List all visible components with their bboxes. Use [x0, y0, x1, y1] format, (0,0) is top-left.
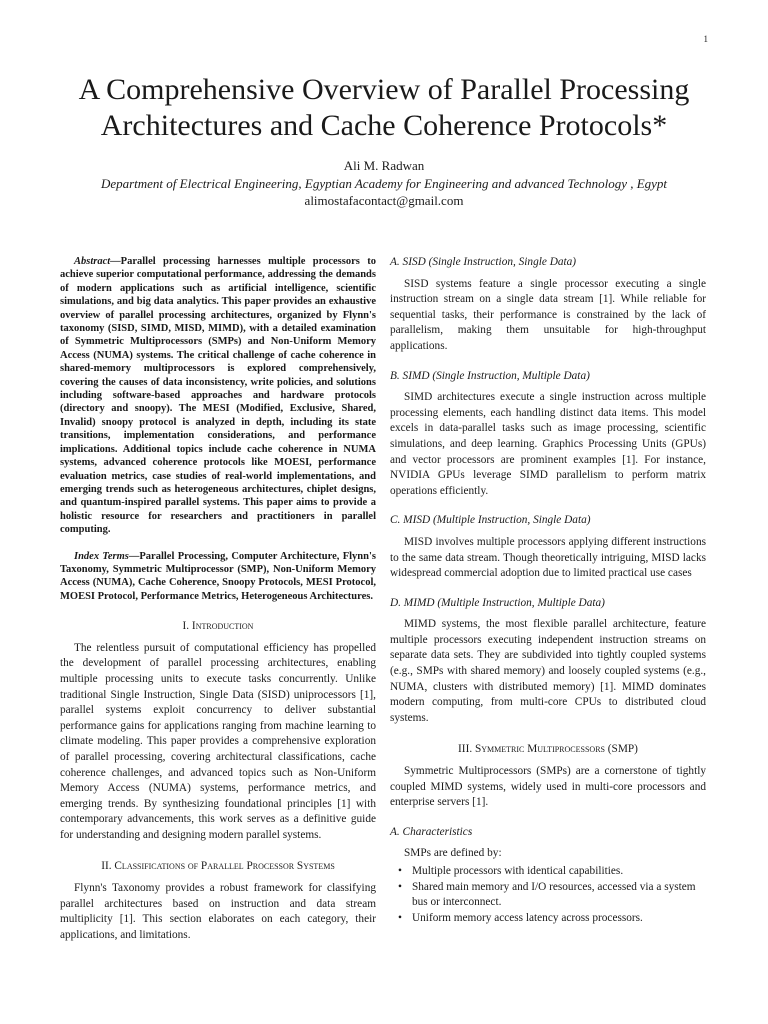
page-number: 1 [703, 34, 708, 44]
author-email: alimostafacontact@gmail.com [304, 193, 464, 208]
left-column [60, 255, 376, 943]
list-item: • Uniform memory access latency across processors. [412, 911, 706, 927]
paper-title [40, 72, 728, 144]
index-terms-label: Index Terms [74, 550, 129, 562]
author-affiliation: Department of Electrical Engineering, Egyptian Academy for Engineering and advanced Technology , Egypt [100, 176, 668, 191]
index-terms [60, 550, 376, 604]
subsection-heading-mimd: D. MIMD (Multiple Instruction, Multiple Data) [390, 596, 605, 609]
abstract-label: Abstract [74, 256, 111, 267]
subsection-heading-simd: B. SIMD (Single Instruction, Multiple Data) [390, 369, 590, 382]
simd-paragraph: SIMD architectures execute a single instruction across multiple processing elements, each handling distinct data items. This model excels in data-parallel tasks such as image processing, scientific simulations, and deep learning. Graphics Processing Units (GPUs) and vector processors are prominent examples [1]. For instance, NVIDIA GPUs leverage SIMD parallelism to perform matrix operations efficiently. [390, 391, 706, 497]
subsection-heading-misd: C. MISD (Multiple Instruction, Single Data) [390, 514, 591, 527]
characteristics-list [390, 864, 706, 926]
subsection-heading-characteristics: A. Characteristics [390, 825, 473, 838]
abstract-text: —Parallel processing harnesses multiple processors to achieve superior computational performance, addressing the demands of modern applications such as artificial intelligence, scientific simulations, and big data analytics. This paper provides an exhaustive overview of parallel processing architectures, organized by Flynn's taxonomy (SISD, SIMD, MISD, MIMD), with a detailed examination of Symmetric Multiprocessors (SMPs) and Non-Uniform Memory Access (NUMA) systems. The critical challenge of cache coherence in shared-memory multiprocessors is explored comprehensively, covering the causes of data inconsistency, write policies, and solutions including software-based approaches and hardware protocols (directory and snoopy). The MESI (Modified, Exclusive, Shared, Invalid) snoopy protocol is analyzed in depth, including its state transitions, implementation considerations, and performance implications. Additional topics include cache coherence in NUMA systems, advanced coherence protocols like MOESI, performance evaluation metrics, case studies of real-world implementations, and emerging trends such as heterogeneous architectures, chiplet designs, and quantum-inspired parallel systems. This paper aims to provide a holistic resource for researchers and practitioners in parallel computing. [60, 256, 376, 536]
list-item: • Multiple processors with identical capabilities. [412, 864, 706, 880]
misd-paragraph: MISD involves multiple processors applying different instructions to the same data stream. Though theoretically intriguing, MISD lacks widespread commercial adoption due to limited practical use cases [390, 535, 706, 580]
title-line-1: A Comprehensive Overview of Parallel Processing [78, 73, 690, 106]
list-item: • Shared main memory and I/O resources, accessed via a system bus or interconnect. [412, 880, 706, 911]
subsection-heading-sisd: A. SISD (Single Instruction, Single Data) [390, 256, 577, 268]
sisd-paragraph: SISD systems feature a single processor executing a single instruction stream on a single data stream [1]. While reliable for sequential tasks, their performance is constrained by the lack of parallelism, making them unsuitable for high-throughput applications. [390, 277, 706, 352]
smp-paragraph: Symmetric Multiprocessors (SMPs) are a cornerstone of tightly coupled MIMD systems, widely used in multi-core processors and enterprise servers [1]. [390, 765, 706, 809]
section-heading-introduction: I. Introduction [182, 620, 254, 633]
index-terms-text: —Parallel Processing, Computer Architecture, Flynn's Taxonomy, Symmetric Multiprocessor (SMP), Non-Uniform Memory Access (NUMA), Cache Coherence, Snoopy Protocols, MESI Protocol, MOESI Protocol, Performance Metrics, Heterogeneous Architectures. [60, 550, 376, 602]
author-name: Ali M. Radwan [343, 158, 425, 173]
characteristics-intro: SMPs are defined by: [404, 847, 502, 860]
introduction-paragraph: The relentless pursuit of computational efficiency has propelled the development of parallel processing architectures, enabling multiple processing units to execute tasks concurrently. Unlike traditional Single Instruction, Single Data (SISD) uniprocessors [1], parallel systems exploit concurrency to deliver substantial performance gains for applications ranging from machine learning to climate modeling. This paper provides a comprehensive exploration of parallel processing, covering architectural classifications, cache coherence challenges, and advanced topics such as Non-Uniform Memory Access (NUMA) systems, performance metrics, and emerging trends. By synthesizing foundational principles [1] with contemporary advancements, this work serves as a definitive guide for understanding and designing modern parallel systems. [60, 641, 376, 841]
mimd-paragraph: MIMD systems, the most flexible parallel architecture, feature multiple processors executing independent instruction streams on separate data sets. They are subdivided into tightly coupled systems (e.g., SMPs with shared memory) and loosely coupled systems (e.g., NUMA, clusters with distributed memory) [1]. MIMD dominates modern computing, from multi-core CPUs to distributed cloud systems. [390, 618, 706, 724]
right-column [390, 255, 706, 926]
title-block [40, 72, 728, 209]
classifications-paragraph: Flynn's Taxonomy provides a robust framework for classifying parallel architectures based on instruction and data stream multiplicity [1]. This section elaborates on each category, their applications, and limitations. [60, 882, 376, 941]
section-heading-smp: III. Symmetric Multiprocessors (SMP) [458, 743, 638, 756]
section-heading-classifications: II. Classifications of Parallel Processor Systems [101, 860, 335, 873]
title-line-2: Architectures and Cache Coherence Protocols* [100, 109, 668, 142]
abstract [60, 255, 376, 537]
